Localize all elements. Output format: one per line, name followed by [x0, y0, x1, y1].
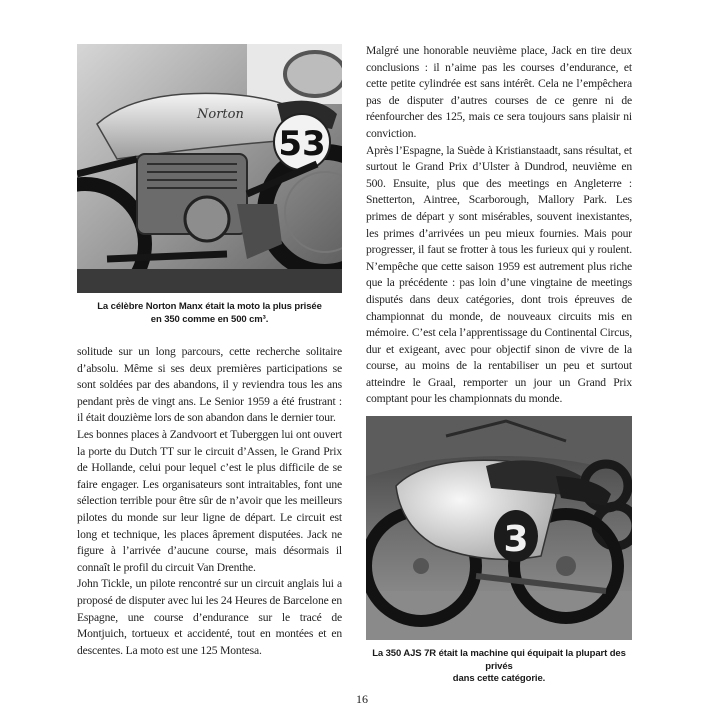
caption-line: La 350 AJS 7R était la machine qui équipait la plupart des privés	[372, 648, 626, 672]
motorcycle-photo-icon	[366, 416, 632, 640]
ajs-7r-caption	[366, 648, 632, 686]
ajs-7r-photo	[366, 416, 632, 640]
tank-brand-text: Norton	[197, 107, 244, 122]
norton-manx-photo	[77, 44, 342, 293]
caption-line: dans cette catégorie.	[452, 673, 546, 684]
norton-manx-caption	[77, 301, 342, 326]
right-text-column	[366, 43, 632, 408]
caption-line: en 350 comme en 500 cm³.	[150, 313, 269, 325]
caption-line: La célèbre Norton Manx était la moto la plus prisée	[97, 301, 322, 312]
motorcycle-photo-icon	[77, 44, 342, 293]
paragraph: Malgré une honorable neuvième place, Jack en tire deux conclusions : il n’aime pas les courses d’endurance, et cette petite cylindrée est sans intérêt. Cela ne l’empêchera pas de disputer d’autres courses de ce genre ni de réenfourcher des 125, mais ce sera toujours sans plaisir ni conviction.	[366, 44, 632, 140]
paragraph: Les bonnes places à Zandvoort et Tuberggen lui ont ouvert la porte du Dutch TT sur le circuit d’Assen, le Grand Prix de Hollande, celui pour lequel c’est le plus difficile de se faire engager. Les organisateurs sont intraitables, font une sélection terrible pour être sûr de n’avoir que les meilleurs pilotes du monde sur leur ligne de départ. Le circuit est long et technique, les places âprement disputées. Jack ne figure à l’arrivée d’aucune course, mais désormais il connaît le profil du circuit Van Drenthe.	[77, 427, 342, 574]
race-number-3: 3	[503, 519, 529, 560]
race-number-53: 53	[278, 124, 326, 164]
paragraph: Après l’Espagne, la Suède à Kristianstaadt, sans résultat, et surtout le Grand Prix d’Ulster à Dundrod, neuvième en 500. Ensuite, plus que des meetings en Angleterre : Snetterton, Aintree, Scarborough, Mallory Park. Les primes de départ y sont misérables, souvent inexistantes, les primes d’arrivées un peu mieux fournies. Mais pour progresser, il faut se frotter à tous les furieux qui y roulent. N’empêche que cette saison 1959 est autrement plus riche que la précédente : pas loin d’une vingtaine de meetings disputés dans deux catégories, dont trois épreuves de championnat du monde, de nouveaux circuits mis en mémoire. C’est cela l’apprentissage du Continental Circus, dur et exigeant, avec pour objectif sinon de vivre de la course, au moins de la rentabiliser un peu et surtout atteindre le Graal, remporter un jour un Grand Prix comptant pour les championnats du monde.	[366, 143, 632, 406]
paragraph: John Tickle, un pilote rencontré sur un circuit anglais lui a proposé de disputer avec lui les 24 Heures de Barcelone en Espagne, une course d’endurance sur le tracé de Montjuich, tortueux et accidenté, tout en montées et en descentes. La moto est une 125 Montesa.	[77, 577, 342, 657]
page-number: 16	[356, 692, 368, 706]
left-text-column	[77, 344, 342, 659]
paragraph: solitude sur un long parcours, cette recherche solitaire d’absolu. Même si ses deux premières participations se sont soldées par des abandons, il y reviendra tous les ans pendant près de vingt ans. Le Senior 1959 a été frustrant : il était douzième lors de son abandon dans le dernier tour.	[77, 345, 342, 425]
